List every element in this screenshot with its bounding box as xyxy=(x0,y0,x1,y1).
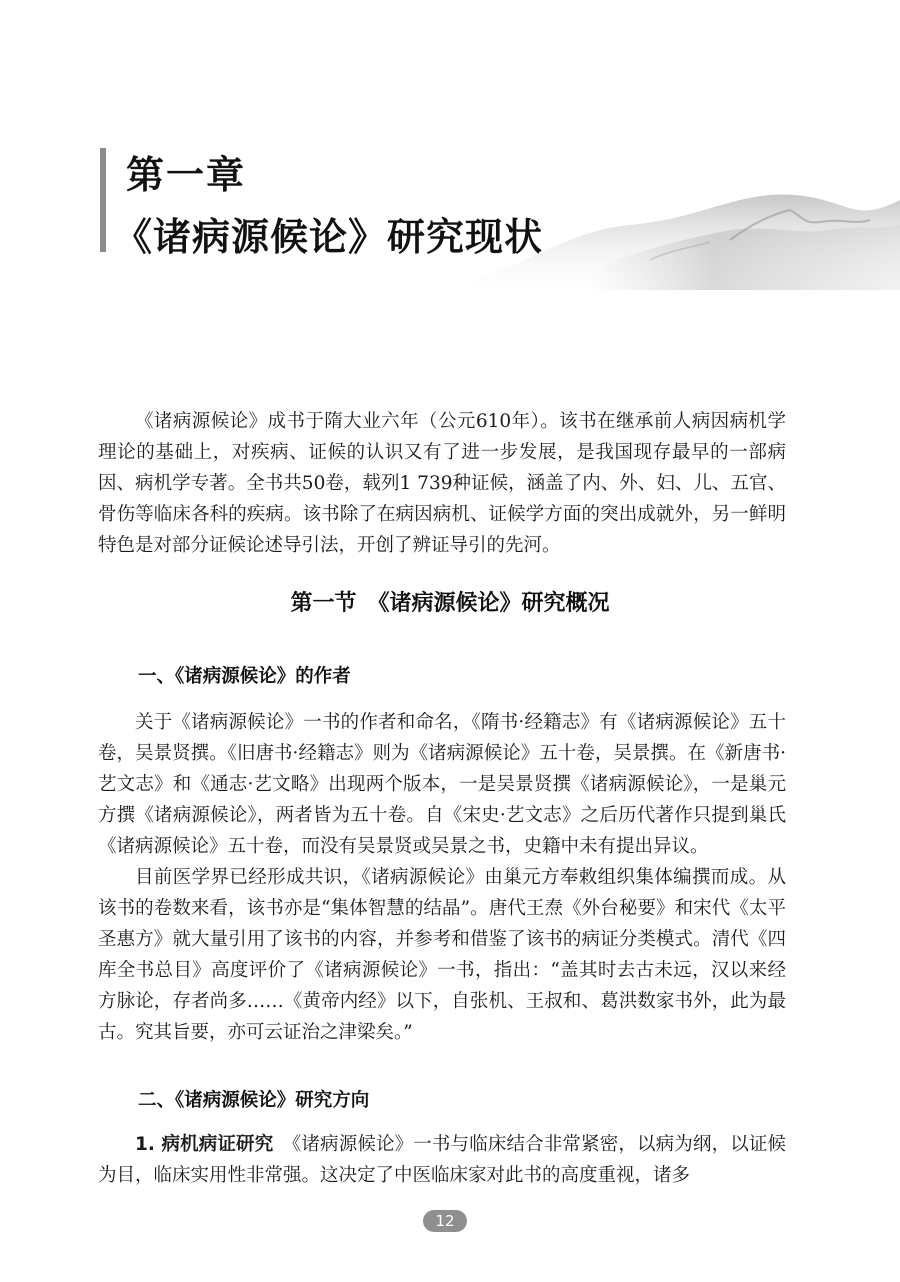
chapter-number: 第一章 xyxy=(126,153,247,197)
subheading-research-directions: 二、《诸病源候论》研究方向 xyxy=(138,1090,370,1111)
research-item-heading: 1. 病机病证研究 xyxy=(135,1134,274,1155)
research-paragraph-block xyxy=(98,1129,786,1191)
page-number-badge: 12 xyxy=(423,1210,467,1232)
intro-paragraph-block xyxy=(98,406,786,561)
intro-paragraph: 《诸病源候论》成书于隋大业六年（公元610年）。该书在继承前人病因病机学理论的基础上，对疾病、证候的认识又有了进一步发展，是我国现存最早的一部病因、病机学专著。全书共50卷，载列1 739种证候，涵盖了内、外、妇、儿、五官、骨伤等临床各科的疾病。该书除了在病因病机、证候学方面的突出成就外，另一鲜明特色是对部分证候论述导引法，开创了辨证导引的先河。 xyxy=(98,411,786,556)
author-paragraph-1: 关于《诸病源候论》一书的作者和命名，《隋书·经籍志》有《诸病源候论》五十卷，吴景贤撰。《旧唐书·经籍志》则为《诸病源候论》五十卷，吴景撰。在《新唐书·艺文志》和《通志·艺文略》出现两个版本，一是吴景贤撰《诸病源候论》，一是巢元方撰《诸病源候论》，两者皆为五十卷。自《宋史·艺文志》之后历代著作只提到巢氏《诸病源候论》五十卷，而没有吴景贤或吴景之书，史籍中未有提出异议。 xyxy=(98,712,786,857)
research-item-text: 《诸病源候论》一书与临床结合非常紧密，以病为纲，以证候为目，临床实用性非常强。这决定了中医临床家对此书的高度重视，诸多 xyxy=(98,1134,786,1186)
section-title: 第一节 《诸病源候论》研究概况 xyxy=(290,591,610,616)
chapter-title: 《诸病源候论》研究现状 xyxy=(114,215,544,259)
subheading-author: 一、《诸病源候论》的作者 xyxy=(138,666,351,687)
mountain-ink-illustration xyxy=(470,170,900,300)
research-paragraph-1 xyxy=(98,1129,786,1191)
chapter-accent-bar xyxy=(100,148,106,252)
author-paragraphs xyxy=(98,707,786,1048)
author-paragraph-2: 目前医学界已经形成共识，《诸病源候论》由巢元方奉敕组织集体编撰而成。从该书的卷数来看，该书亦是“集体智慧的结晶”。唐代王焘《外台秘要》和宋代《太平圣惠方》就大量引用了该书的内容，并参考和借鉴了该书的病证分类模式。清代《四库全书总目》高度评价了《诸病源候论》一书，指出：“盖其时去古未远，汉以来经方脉论，存者尚多……《黄帝内经》以下，自张机、王叔和、葛洪数家书外，此为最古。究其旨要，亦可云证治之津梁矣。” xyxy=(98,867,786,1043)
